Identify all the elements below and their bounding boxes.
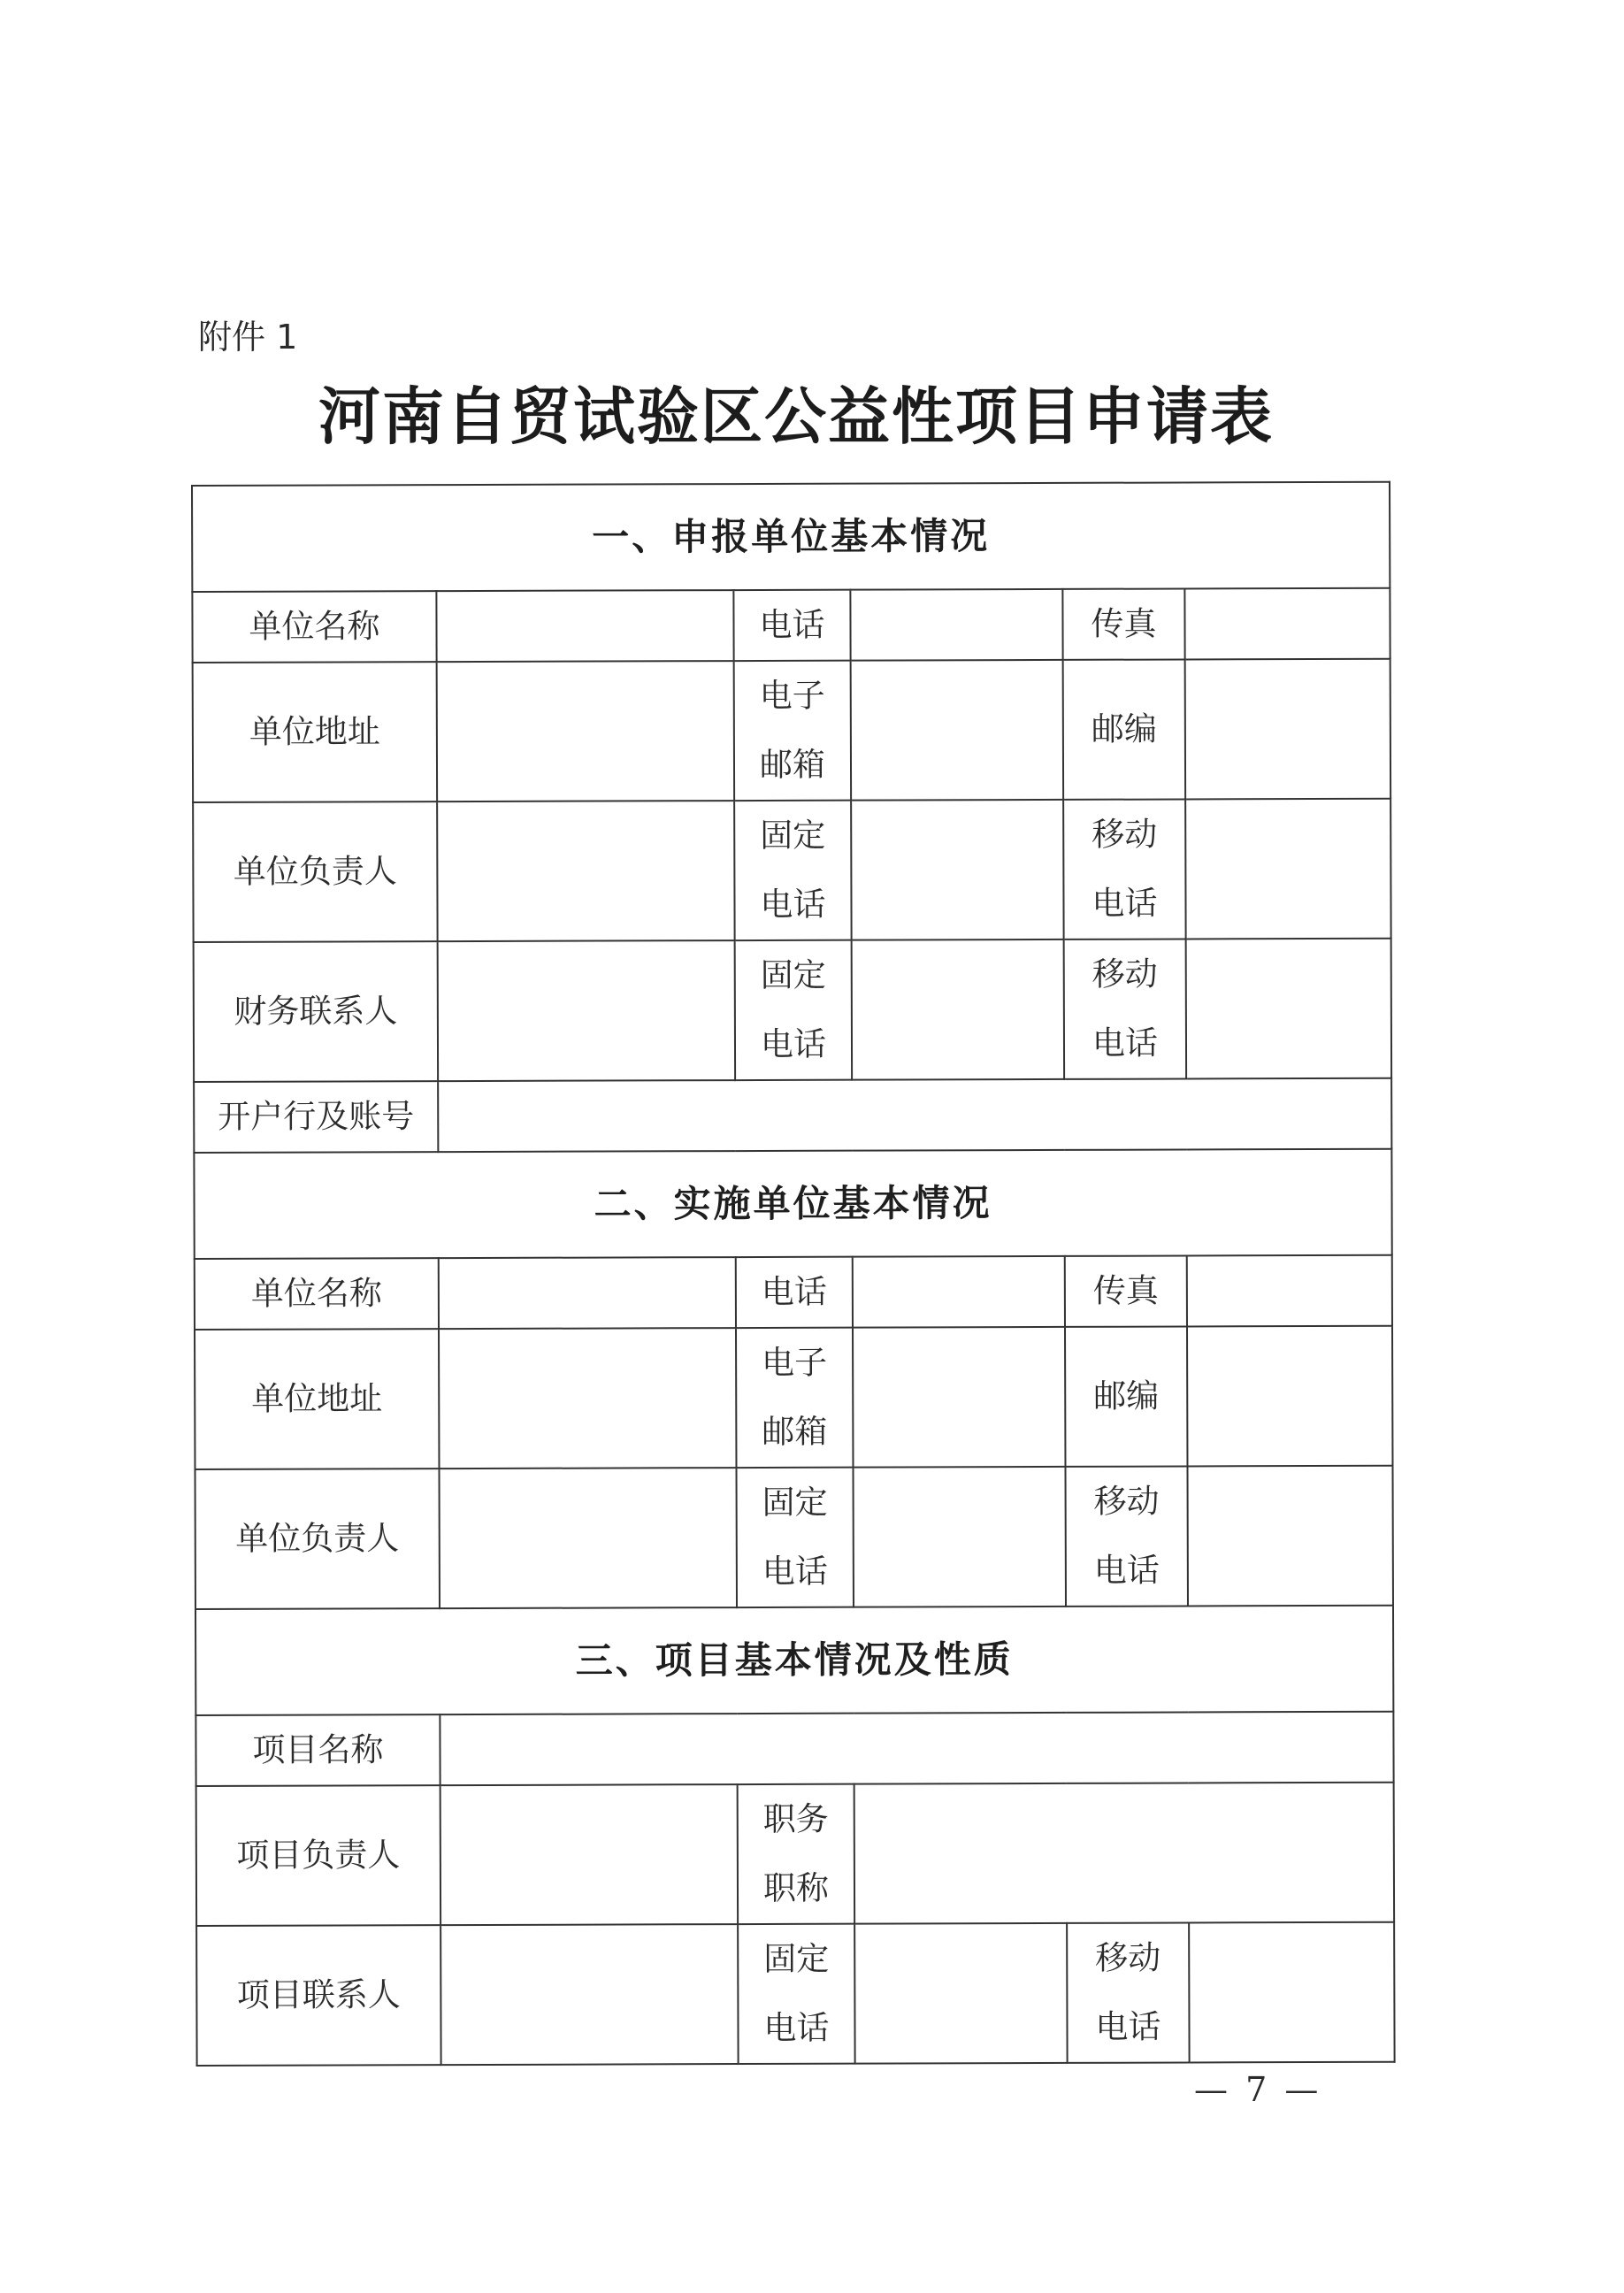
s2-postcode-field[interactable] <box>1187 1326 1393 1467</box>
s3-contact-landline-line2: 电话 <box>763 2008 830 2047</box>
s3-contact-landline-label <box>738 1924 854 2064</box>
s3-project-contact-label: 项目联系人 <box>196 1925 440 2066</box>
s2-unit-address-field[interactable] <box>439 1328 736 1469</box>
s1-email-field[interactable] <box>851 660 1063 801</box>
s1-fax-field[interactable] <box>1184 588 1390 660</box>
s2-leader-mobile-line2: 电话 <box>1093 1551 1160 1590</box>
s2-postcode-label: 邮编 <box>1065 1326 1187 1466</box>
s1-unit-leader-field[interactable] <box>437 801 734 941</box>
s2-unit-name-field[interactable] <box>439 1257 736 1329</box>
s2-phone-label: 电话 <box>736 1257 853 1328</box>
s3-project-name-label: 项目名称 <box>195 1714 440 1786</box>
s1-unit-name-field[interactable] <box>436 590 733 662</box>
s3-position-label-line1: 职务 <box>762 1799 829 1838</box>
s1-postcode-field[interactable] <box>1185 659 1391 800</box>
s2-unit-address-label: 单位地址 <box>195 1329 439 1469</box>
s3-position-label-line2: 职称 <box>762 1868 830 1907</box>
s2-leader-landline-line2: 电话 <box>762 1552 828 1591</box>
s1-unit-name-label: 单位名称 <box>192 591 436 663</box>
s1-bank-account-label: 开户行及账号 <box>194 1081 438 1153</box>
s1-finance-landline-field[interactable] <box>852 939 1064 1080</box>
s1-finance-landline-label <box>735 940 852 1080</box>
s1-finance-landline-line2: 电话 <box>760 1024 827 1063</box>
s2-email-field[interactable] <box>853 1327 1065 1468</box>
s3-position-field[interactable] <box>854 1783 1395 1924</box>
s2-unit-leader-field[interactable] <box>439 1468 736 1608</box>
s3-contact-landline-field[interactable] <box>854 1923 1067 2064</box>
s3-project-leader-label: 项目负责人 <box>196 1785 440 1926</box>
s2-email-label-line2: 邮箱 <box>762 1412 828 1451</box>
s1-finance-mobile-label <box>1064 939 1186 1078</box>
document-title: 河南自贸试验区公益性项目申请表 <box>318 380 1274 453</box>
s1-finance-mobile-line2: 电话 <box>1092 1024 1159 1062</box>
page-number: — 7 — <box>1194 2070 1322 2109</box>
s1-phone-label: 电话 <box>733 590 850 661</box>
s2-leader-mobile-field[interactable] <box>1187 1466 1393 1607</box>
s1-leader-landline-field[interactable] <box>851 800 1063 940</box>
s3-contact-landline-line1: 固定 <box>763 1939 830 1978</box>
s2-unit-leader-label: 单位负责人 <box>195 1469 439 1609</box>
s1-leader-landline-label <box>734 801 851 940</box>
s2-leader-mobile-line1: 移动 <box>1093 1482 1160 1521</box>
s1-email-label-line1: 电子 <box>759 676 825 715</box>
s2-unit-name-label: 单位名称 <box>195 1258 439 1330</box>
s3-contact-mobile-label <box>1067 1922 1189 2062</box>
s1-leader-mobile-line2: 电话 <box>1092 884 1158 923</box>
s3-contact-mobile-line2: 电话 <box>1095 2007 1161 2046</box>
section-3-heading: 三、项目基本情况及性质 <box>195 1606 1393 1715</box>
s1-leader-mobile-label <box>1063 799 1185 939</box>
s1-leader-mobile-line1: 移动 <box>1092 815 1158 854</box>
s2-phone-field[interactable] <box>853 1256 1065 1328</box>
s1-unit-address-field[interactable] <box>437 661 734 801</box>
s1-finance-landline-line1: 固定 <box>760 955 826 994</box>
s3-project-leader-field[interactable] <box>440 1784 738 1925</box>
section-2-heading: 二、实施单位基本情况 <box>194 1149 1391 1259</box>
s1-email-label <box>734 661 851 801</box>
s2-leader-mobile-label <box>1065 1466 1187 1606</box>
s1-finance-contact-field[interactable] <box>438 940 735 1081</box>
s1-finance-contact-label: 财务联系人 <box>194 941 438 1082</box>
s3-project-name-field[interactable] <box>440 1712 1393 1785</box>
s3-contact-mobile-line1: 移动 <box>1095 1938 1161 1977</box>
s3-contact-mobile-field[interactable] <box>1189 1922 1395 2063</box>
s1-email-label-line2: 邮箱 <box>759 745 826 784</box>
s3-project-contact-field[interactable] <box>440 1924 738 2065</box>
s1-unit-address-label: 单位地址 <box>193 662 437 802</box>
section-1-heading: 一、申报单位基本情况 <box>192 482 1390 592</box>
s2-leader-landline-field[interactable] <box>853 1467 1065 1607</box>
s2-email-label <box>736 1328 853 1468</box>
s2-fax-field[interactable] <box>1187 1255 1392 1327</box>
s2-email-label-line1: 电子 <box>762 1343 828 1382</box>
s3-position-label <box>738 1784 854 1924</box>
s1-postcode-label: 邮编 <box>1063 659 1185 799</box>
s2-leader-landline-label <box>736 1468 853 1607</box>
s1-leader-mobile-field[interactable] <box>1185 799 1391 939</box>
attachment-label: 附件 1 <box>198 318 298 357</box>
s1-leader-landline-line1: 固定 <box>760 816 826 855</box>
application-form-table <box>191 481 1396 2067</box>
s2-leader-landline-line1: 固定 <box>762 1483 828 1522</box>
s1-leader-landline-line2: 电话 <box>760 885 826 924</box>
s2-fax-label: 传真 <box>1065 1255 1187 1326</box>
s1-unit-leader-label: 单位负责人 <box>193 801 437 942</box>
s1-finance-mobile-line1: 移动 <box>1092 955 1158 993</box>
s1-fax-label: 传真 <box>1062 588 1184 659</box>
s1-phone-field[interactable] <box>850 589 1062 661</box>
s1-bank-account-field[interactable] <box>438 1078 1391 1152</box>
s1-finance-mobile-field[interactable] <box>1186 939 1392 1079</box>
